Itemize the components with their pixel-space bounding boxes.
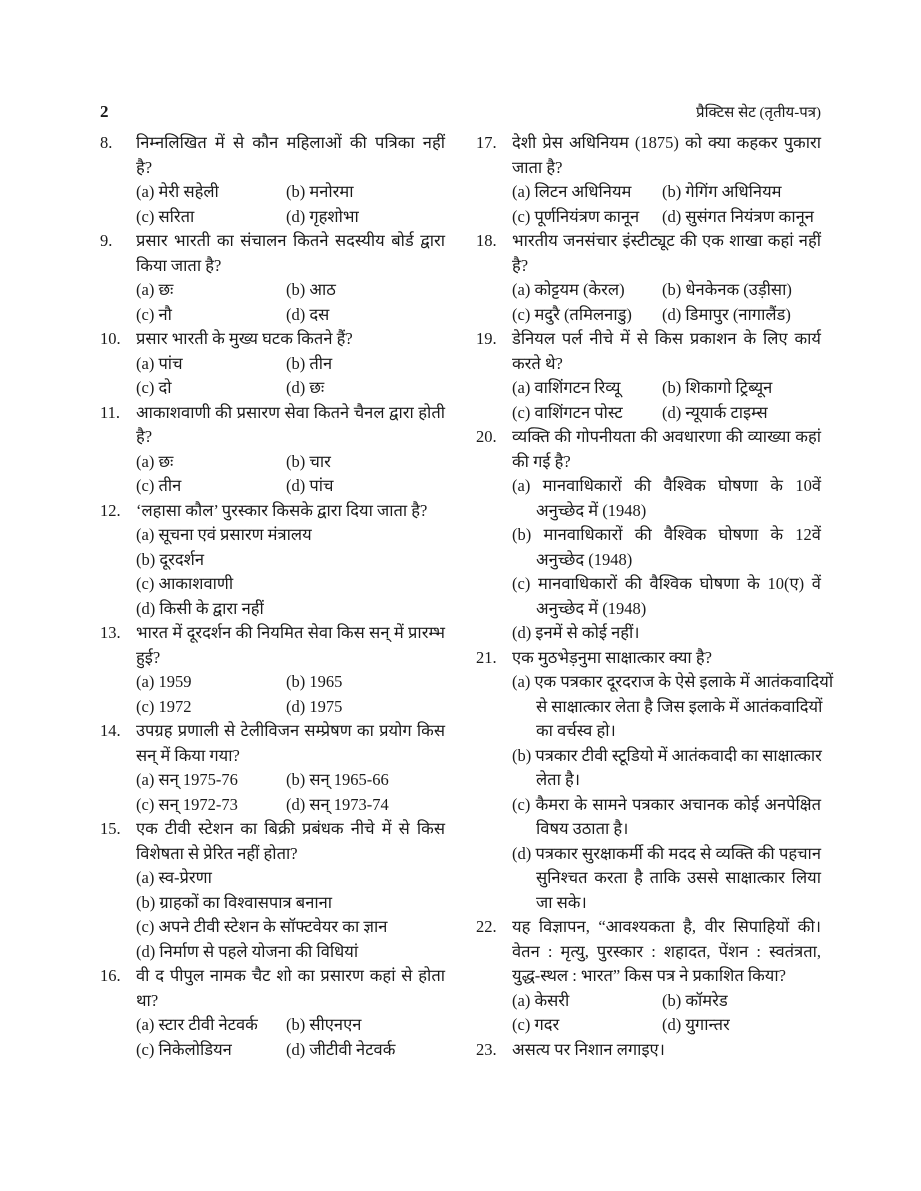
option-line xyxy=(476,817,821,842)
question-text: है? xyxy=(136,157,153,177)
question-text: भारत में दूरदर्शन की नियमित सेवा किस सन् में प्रारम्भ xyxy=(136,623,445,642)
option-row xyxy=(476,303,821,328)
question-line xyxy=(100,842,445,867)
option-row xyxy=(476,278,821,303)
option: (b) धेनकेनक (उड़ीसा) xyxy=(662,280,792,299)
option: (b) कॉमरेड xyxy=(662,990,728,1010)
option: (d) गृहशोभा xyxy=(286,206,359,226)
option: (b) तीन xyxy=(286,353,333,373)
option: (d) पांच xyxy=(286,476,334,495)
option: (a) एक पत्रकार दूरदराज के ऐसे इलाके में आतंकवादियों xyxy=(512,672,834,691)
option: (c) गदर xyxy=(512,1015,560,1034)
option-line xyxy=(476,866,821,891)
option: (c) सन् 1972-73 xyxy=(136,794,238,814)
option-line xyxy=(100,548,445,573)
question-line xyxy=(100,989,445,1014)
option: (c) नौ xyxy=(136,304,172,324)
option-line xyxy=(476,891,821,916)
option-row xyxy=(476,376,821,401)
question-number: 14. xyxy=(100,721,121,740)
option: (a) लिटन अधिनियम xyxy=(512,182,632,201)
question-text: उपग्रह प्रणाली से टेलीविजन सम्प्रेषण का प्रयोग किस xyxy=(136,721,445,740)
question-line xyxy=(476,131,821,156)
question-number: 21. xyxy=(476,647,497,667)
question-text: किया जाता है? xyxy=(136,255,222,275)
option: अनुच्छेद (1948) xyxy=(536,549,633,569)
option-line xyxy=(476,572,821,597)
question-number: 13. xyxy=(100,623,121,642)
question-line xyxy=(476,425,821,450)
option: (c) वाशिंगटन पोस्ट xyxy=(512,402,623,422)
option: (b) दूरदर्शन xyxy=(136,549,205,569)
option: (b) 1965 xyxy=(286,672,343,691)
option-line xyxy=(100,597,445,622)
option-line xyxy=(100,940,445,965)
option-row xyxy=(100,695,445,720)
question-number: 12. xyxy=(100,500,121,520)
question-text: सन् में किया गया? xyxy=(136,745,240,765)
question-line xyxy=(100,156,445,181)
question-text: भारतीय जनसंचार इंस्टीट्यूट की एक शाखा कहां नहीं xyxy=(512,231,821,250)
option-row xyxy=(100,205,445,230)
question-text: असत्य पर निशान लगाइए। xyxy=(512,1039,665,1059)
option-line xyxy=(100,915,445,940)
question-line xyxy=(476,915,821,940)
option-row xyxy=(100,793,445,818)
option-row xyxy=(100,450,445,475)
option: (a) छः xyxy=(136,280,174,299)
question-number: 10. xyxy=(100,329,121,348)
option-line xyxy=(476,744,821,769)
question-text: डेनियल पर्ल नीचे में से किस प्रकाशन के लिए कार्य xyxy=(512,329,821,348)
option: (d) दस xyxy=(286,304,330,324)
question-line xyxy=(100,229,445,254)
option-row xyxy=(100,303,445,328)
question xyxy=(100,131,445,229)
option: (b) मनोरमा xyxy=(286,182,354,201)
option: (c) आकाशवाणी xyxy=(136,574,234,593)
question-number: 8. xyxy=(100,133,113,152)
option: (d) इनमें से कोई नहीं। xyxy=(512,623,640,642)
option: (d) युगान्तर xyxy=(662,1015,730,1034)
option: अनुच्छेद में (1948) xyxy=(536,500,647,520)
option: (b) पत्रकार टीवी स्टूडियो में आतंकवादी का साक्षात्कार xyxy=(512,745,822,765)
question-line xyxy=(100,327,445,352)
option-line xyxy=(476,670,834,695)
option-row xyxy=(476,401,821,426)
question-text: वेतन : मृत्यु, पुरस्कार : शहादत, पेंशन : स्वतंत्रता, xyxy=(512,941,821,961)
option: (d) 1975 xyxy=(286,696,343,716)
option: (b) ग्राहकों का विश्वासपात्र बनाना xyxy=(136,892,333,912)
option: (a) सन् 1975-76 xyxy=(136,770,238,789)
question-line xyxy=(100,646,445,671)
option: (c) सरिता xyxy=(136,206,195,226)
question-number: 16. xyxy=(100,966,121,985)
question-line xyxy=(100,499,445,524)
option: (c) अपने टीवी स्टेशन के सॉफ्टवेयर का ज्ञान xyxy=(136,917,388,936)
option-row xyxy=(476,989,821,1014)
question-line xyxy=(100,817,445,842)
option: (c) निकेलोडियन xyxy=(136,1039,232,1059)
option-row xyxy=(100,1038,445,1063)
option: अनुच्छेद में (1948) xyxy=(536,598,647,618)
question-number: 22. xyxy=(476,917,497,936)
option: (a) पांच xyxy=(136,353,183,373)
question xyxy=(476,425,821,646)
question-text: व्यक्ति की गोपनीयता की अवधारणा की व्याख्या कहां xyxy=(512,427,821,446)
running-header: प्रैक्टिस सेट (तृतीय-पत्र) xyxy=(696,105,821,121)
question-line xyxy=(476,646,821,671)
question xyxy=(476,327,821,425)
question-line xyxy=(476,450,821,475)
question-text: एक टीवी स्टेशन का बिक्री प्रबंधक नीचे में से किस xyxy=(136,819,445,838)
option: (c) 1972 xyxy=(136,696,192,716)
option-row xyxy=(476,1013,821,1038)
question xyxy=(476,915,821,1038)
question-text: यह विज्ञापन, “आवश्यकता है, वीर सिपाहियों की। xyxy=(512,917,821,936)
question xyxy=(476,229,821,327)
option: (b) मानवाधिकारों की वैश्विक घोषणा के 12वें xyxy=(512,525,821,544)
question-text: वी द पीपुल नामक चैट शो का प्रसारण कहां से होता xyxy=(136,966,445,985)
question-number: 23. xyxy=(476,1039,497,1059)
question-line xyxy=(476,156,821,181)
option: (a) मानवाधिकारों की वैश्विक घोषणा के 10वें xyxy=(512,476,821,495)
question-text: की गई है? xyxy=(512,451,571,471)
option-row xyxy=(100,768,445,793)
option-line xyxy=(476,523,821,548)
question-line xyxy=(476,254,821,279)
question-text: है? xyxy=(136,427,153,446)
option: (a) सूचना एवं प्रसारण मंत्रालय xyxy=(136,525,312,544)
option: (a) छः xyxy=(136,451,174,471)
option: जा सके। xyxy=(536,892,587,912)
question-line xyxy=(476,229,821,254)
option: का वर्चस्व हो। xyxy=(536,721,616,740)
question-number: 18. xyxy=(476,231,497,250)
question-text: करते थे? xyxy=(512,353,563,373)
option-row xyxy=(100,376,445,401)
question-text: प्रसार भारती के मुख्य घटक कितने हैं? xyxy=(136,329,353,348)
option: (d) निर्माण से पहले योजना की विधियां xyxy=(136,941,359,961)
question-number: 11. xyxy=(100,402,121,422)
option: (a) स्टार टीवी नेटवर्क xyxy=(136,1015,258,1034)
question-line xyxy=(100,131,445,156)
question-text: प्रसार भारती का संचालन कितने सदस्यीय बोर्ड द्वारा xyxy=(136,231,445,250)
question-number: 20. xyxy=(476,427,497,446)
option-line xyxy=(100,523,445,548)
question-line xyxy=(100,425,445,450)
question-line xyxy=(476,327,821,352)
option: सुनिश्चत करता है ताकि उससे साक्षात्कार लिया xyxy=(536,868,821,887)
question-text: है? xyxy=(512,255,529,275)
option: (b) सन् 1965-66 xyxy=(286,770,389,789)
option: (c) मानवाधिकारों की वैश्विक घोषणा के 10(ए) वें xyxy=(512,574,821,593)
question xyxy=(100,817,445,964)
option-row xyxy=(100,278,445,303)
option-line xyxy=(476,695,821,720)
option-line xyxy=(476,548,821,573)
option: (c) दो xyxy=(136,378,172,397)
question-line xyxy=(476,352,821,377)
question xyxy=(100,229,445,327)
question-number: 19. xyxy=(476,329,497,348)
option-row xyxy=(100,474,445,499)
option: (d) सन् 1973-74 xyxy=(286,794,389,814)
option-line xyxy=(476,499,821,524)
question-text: हुई? xyxy=(136,647,161,667)
question-line xyxy=(100,254,445,279)
option: (a) कोट्टयम (केरल) xyxy=(512,280,625,299)
question-line xyxy=(476,1038,821,1063)
question-text: आकाशवाणी की प्रसारण सेवा कितने चैनल द्वारा होती xyxy=(136,402,445,422)
question-line xyxy=(100,621,445,646)
option: लेता है। xyxy=(536,770,581,789)
option-line xyxy=(476,597,821,622)
question-text: विशेषता से प्रेरित नहीं होता? xyxy=(136,843,298,863)
option-line xyxy=(100,891,445,916)
option-row xyxy=(476,205,821,230)
option-line xyxy=(476,474,821,499)
option-line xyxy=(100,572,445,597)
question xyxy=(476,646,834,916)
question-text: ‘लहासा कौल’ पुरस्कार किसके द्वारा दिया जाता है? xyxy=(136,500,428,520)
option: (d) जीटीवी नेटवर्क xyxy=(286,1039,396,1059)
option: (b) शिकागो ट्रिब्यून xyxy=(662,378,773,397)
option: (b) चार xyxy=(286,451,331,471)
option: (b) सीएनएन xyxy=(286,1015,362,1034)
option-row xyxy=(100,352,445,377)
question-line xyxy=(100,719,445,744)
left-column xyxy=(100,131,445,1062)
question-text: एक मुठभेड़नुमा साक्षात्कार क्या है? xyxy=(512,647,712,667)
option: से साक्षात्कार लेता है जिस इलाके में आतंकवादियों xyxy=(536,696,823,716)
option: (b) गेगिंग अधिनियम xyxy=(662,182,782,201)
option: (d) सुसंगत नियंत्रण कानून xyxy=(662,206,814,226)
option: (a) मेरी सहेली xyxy=(136,182,219,201)
option: (c) कैमरा के सामने पत्रकार अचानक कोई अनपेक्षित xyxy=(512,794,821,814)
option-line xyxy=(476,842,821,867)
option: (a) वाशिंगटन रिव्यू xyxy=(512,378,621,397)
question-line xyxy=(100,401,445,426)
question-text: देशी प्रेस अधिनियम (1875) को क्या कहकर पुकारा xyxy=(512,133,821,152)
option-row xyxy=(100,670,445,695)
question-text: निम्नलिखित में से कौन महिलाओं की पत्रिका नहीं xyxy=(136,133,445,152)
question-line xyxy=(100,964,445,989)
question-number: 9. xyxy=(100,231,113,250)
option-row xyxy=(100,1013,445,1038)
question-number: 17. xyxy=(476,133,497,152)
question xyxy=(476,131,821,229)
option: (d) न्यूयार्क टाइम्स xyxy=(662,402,768,422)
option: (b) आठ xyxy=(286,280,336,299)
question-number: 15. xyxy=(100,819,121,838)
question xyxy=(100,401,445,499)
option: (d) पत्रकार सुरक्षाकर्मी की मदद से व्यक्ति की पहचान xyxy=(512,843,821,863)
question xyxy=(100,621,445,719)
option: (d) डिमापुर (नागालैंड) xyxy=(662,304,791,324)
option: (c) मदुरै (तमिलनाडु) xyxy=(512,304,632,324)
option: (a) 1959 xyxy=(136,672,192,691)
question xyxy=(100,719,445,817)
option-row xyxy=(100,180,445,205)
option-line xyxy=(476,793,821,818)
question-text: युद्ध-स्थल : भारत” किस पत्र ने प्रकाशित किया? xyxy=(512,966,786,985)
right-column xyxy=(476,131,834,1062)
option-line xyxy=(476,768,821,793)
question xyxy=(100,327,445,401)
option-line xyxy=(476,719,821,744)
question-line xyxy=(100,744,445,769)
question-text: था? xyxy=(136,990,159,1010)
question-line xyxy=(476,940,821,965)
page-number: 2 xyxy=(100,102,109,121)
option: (c) तीन xyxy=(136,476,182,495)
option-line xyxy=(100,866,445,891)
option: (c) पूर्णनियंत्रण कानून xyxy=(512,206,640,226)
option: विषय उठाता है। xyxy=(536,819,629,838)
question-text: जाता है? xyxy=(512,157,563,177)
question xyxy=(100,499,445,622)
option: (a) स्व-प्रेरणा xyxy=(136,868,212,887)
question-line xyxy=(476,964,821,989)
question xyxy=(100,964,445,1062)
option: (d) छः xyxy=(286,378,325,397)
question xyxy=(476,1038,821,1063)
option-line xyxy=(476,621,821,646)
option: (a) केसरी xyxy=(512,990,570,1010)
option: (d) किसी के द्वारा नहीं xyxy=(136,598,264,618)
option-row xyxy=(476,180,821,205)
